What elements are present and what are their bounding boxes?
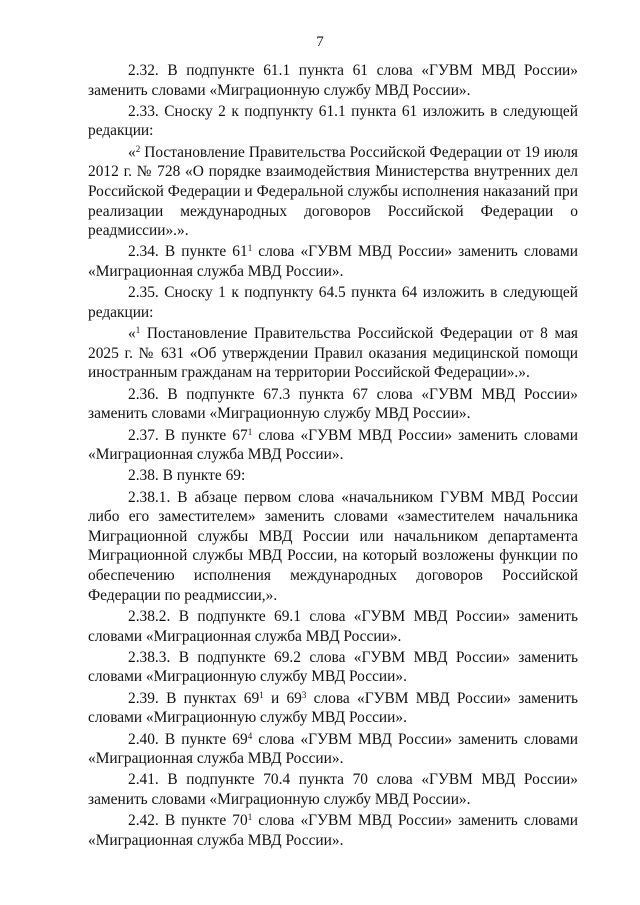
paragraph-text-end: слова «ГУВМ МВД России» заменить словами «Миграционная служба МВД России». <box>88 812 578 849</box>
page-number: 7 <box>316 34 324 50</box>
paragraph-2-32: 2.32. В подпункте 61.1 пункта 61 слова «ГУВМ МВД России» заменить словами «Миграционную службу МВД России». <box>88 62 578 99</box>
paragraph-2-36: 2.36. В подпункте 67.3 пункта 67 слова «ГУВМ МВД России» заменить словами «Миграционную службу МВД России». <box>88 385 578 423</box>
paragraph-text-start: 2.34. В пункте 61 <box>128 243 248 261</box>
paragraph-text-end: слова «ГУВМ МВД России» заменить словами «Миграционная служба МВД России». <box>88 243 578 280</box>
paragraph-text-middle: и 69 <box>263 689 302 707</box>
superscript: 1 <box>259 689 264 700</box>
paragraph-2-33: 2.33. Сноску 2 к подпункту 61.1 пункта 61 изложить в следующей редакции: <box>88 102 578 140</box>
document-body <box>88 61 578 852</box>
paragraph-2-34 <box>88 242 578 281</box>
quote-body: Постановление Правительства Российской Федерации от 8 мая 2025 г. № 631 «Об утверждении Правил оказания медицинской помощи иностранным гражданам на территории Российской Федерации».». <box>88 325 578 382</box>
paragraph-text-end: слова «ГУВМ МВД России» заменить словами «Миграционная служба МВД России». <box>88 426 578 464</box>
superscript: 1 <box>247 426 253 437</box>
paragraph-2-33-footnote-text <box>88 143 578 241</box>
superscript: 3 <box>301 689 307 700</box>
superscript: 1 <box>247 812 253 823</box>
paragraph-2-38-1: 2.38.1. В абзаце первом слова «начальником ГУВМ МВД России либо его заместителем» заменить словами «заместителем начальника Миграционной службы МВД России или начальником департамента Миграционной службы МВД России, на который возложены функции по обеспечению исполнения международных договоров Российской Федерации по реадмиссии,». <box>88 488 578 604</box>
paragraph-2-35: 2.35. Сноску 1 к подпункту 64.5 пункта 64 изложить в следующей редакции: <box>88 284 578 321</box>
paragraph-2-38-3: 2.38.3. В подпункте 69.2 слова «ГУВМ МВД России» заменить словами «Миграционную службу МВД России». <box>88 648 578 686</box>
paragraph-2-37 <box>88 426 578 465</box>
paragraph-2-38-2: 2.38.2. В подпункте 69.1 слова «ГУВМ МВД России» заменить словами «Миграционная служба МВД России». <box>88 607 578 645</box>
paragraph-text-end: слова «ГУВМ МВД России» заменить словами «Миграционная служба МВД России». <box>88 730 578 768</box>
paragraph-text-end: слова «ГУВМ МВД России» заменить словами «Миграционную службу МВД России». <box>88 689 578 727</box>
paragraph-2-38: 2.38. В пункте 69: <box>128 467 246 485</box>
superscript: 4 <box>247 730 253 741</box>
paragraph-2-39 <box>88 689 578 728</box>
footnote-marker: 2 <box>135 143 141 154</box>
paragraph-2-35-footnote-text <box>88 324 578 383</box>
paragraph-2-42 <box>88 811 578 850</box>
paragraph-text-start: 2.40. В пункте 69 <box>128 730 248 748</box>
paragraph-2-40 <box>88 730 578 769</box>
paragraph-text-start: 2.37. В пункте 67 <box>128 426 248 444</box>
superscript: 1 <box>247 243 253 254</box>
footnote-marker: 1 <box>135 325 141 336</box>
quote-open: « <box>128 325 136 343</box>
quote-open: « <box>128 143 136 161</box>
paragraph-2-41: 2.41. В подпункте 70.4 пункта 70 слова «ГУВМ МВД России» заменить словами «Миграционную службу МВД России». <box>88 771 578 808</box>
paragraph-text-start: 2.39. В пунктах 69 <box>128 689 260 707</box>
quote-body: Постановление Правительства Российской Федерации от 19 июля 2012 г. № 728 «О порядке взаимодействия Министерства внутренних дел Российской Федерации и Федеральной службы исполнения наказаний при реализации международных договоров Российской Федерации о реадмиссии».». <box>88 143 578 240</box>
paragraph-text-start: 2.42. В пункте 70 <box>128 812 248 830</box>
